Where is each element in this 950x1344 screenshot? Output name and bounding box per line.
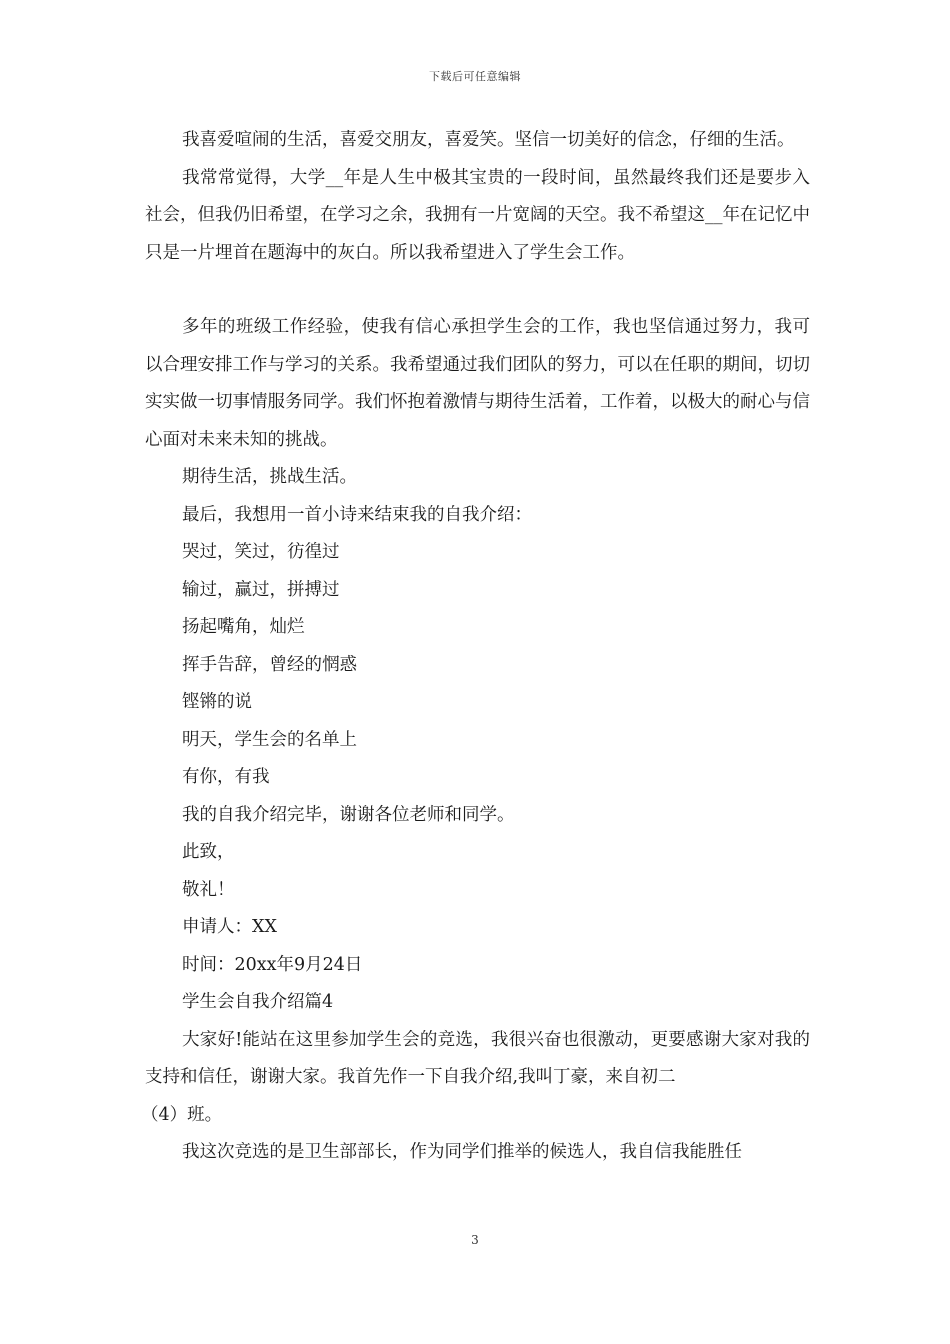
- poem-line: 明天，学生会的名单上: [182, 729, 357, 750]
- paragraph: 期待生活，挑战生活。: [182, 467, 357, 487]
- page-number: 3: [471, 1233, 479, 1247]
- paragraph: 我常常觉得，大学__年是人生中极其宝贵的一段时间，虽然最终我们还是要步入社会，但我仍旧希望，在学习之余，我拥有一片宽阔的天空。我不希望这__年在记忆中只是一片埋首在题海中的灰白。所以我希望进入了学生会工作。: [145, 167, 810, 263]
- poem-line: 有你，有我: [182, 767, 270, 787]
- page-header: 下载后可任意编辑: [429, 70, 521, 83]
- applicant-line: 申请人：XX: [182, 917, 277, 937]
- poem-line: 扬起嘴角，灿烂: [182, 617, 305, 637]
- paragraph: 多年的班级工作经验，使我有信心承担学生会的工作，我也坚信通过努力，我可以合理安排工作与学习的关系。我希望通过我们团队的努力，可以在任职的期间，切切实实做一切事情服务同学。我们怀抱着激情与期待生活着，工作着，以极大的耐心与信心面对未来未知的挑战。: [145, 317, 810, 450]
- paragraph: 我喜爱喧闹的生活，喜爱交朋友，喜爱笑。坚信一切美好的信念，仔细的生活。: [182, 130, 795, 150]
- date-line: 时间：20xx年9月24日: [182, 954, 363, 975]
- paragraph: 我这次竞选的是卫生部部长，作为同学们推举的候选人，我自信我能胜任: [182, 1142, 742, 1162]
- section-heading: 学生会自我介绍篇4: [182, 992, 334, 1012]
- poem-line: 输过，赢过，拼搏过: [182, 579, 340, 600]
- paragraph: （4）班。: [141, 1104, 223, 1125]
- paragraph: 最后，我想用一首小诗来结束我的自我介绍：: [182, 504, 532, 525]
- document-body: [141, 122, 810, 1172]
- poem-line: 挥手告辞，曾经的惘惑: [182, 654, 357, 675]
- poem-line: 哭过，笑过，彷徨过: [182, 542, 340, 562]
- poem-line: 铿锵的说: [182, 692, 252, 712]
- closing-line: 我的自我介绍完毕，谢谢各位老师和同学。: [182, 804, 515, 825]
- salutation: 敬礼！: [182, 879, 235, 900]
- salutation: 此致，: [182, 842, 235, 862]
- paragraph: 大家好!能站在这里参加学生会的竞选，我很兴奋也很激动，更要感谢大家对我的支持和信任，谢谢大家。我首先作一下自我介绍,我叫丁豪，来自初二: [145, 1029, 810, 1087]
